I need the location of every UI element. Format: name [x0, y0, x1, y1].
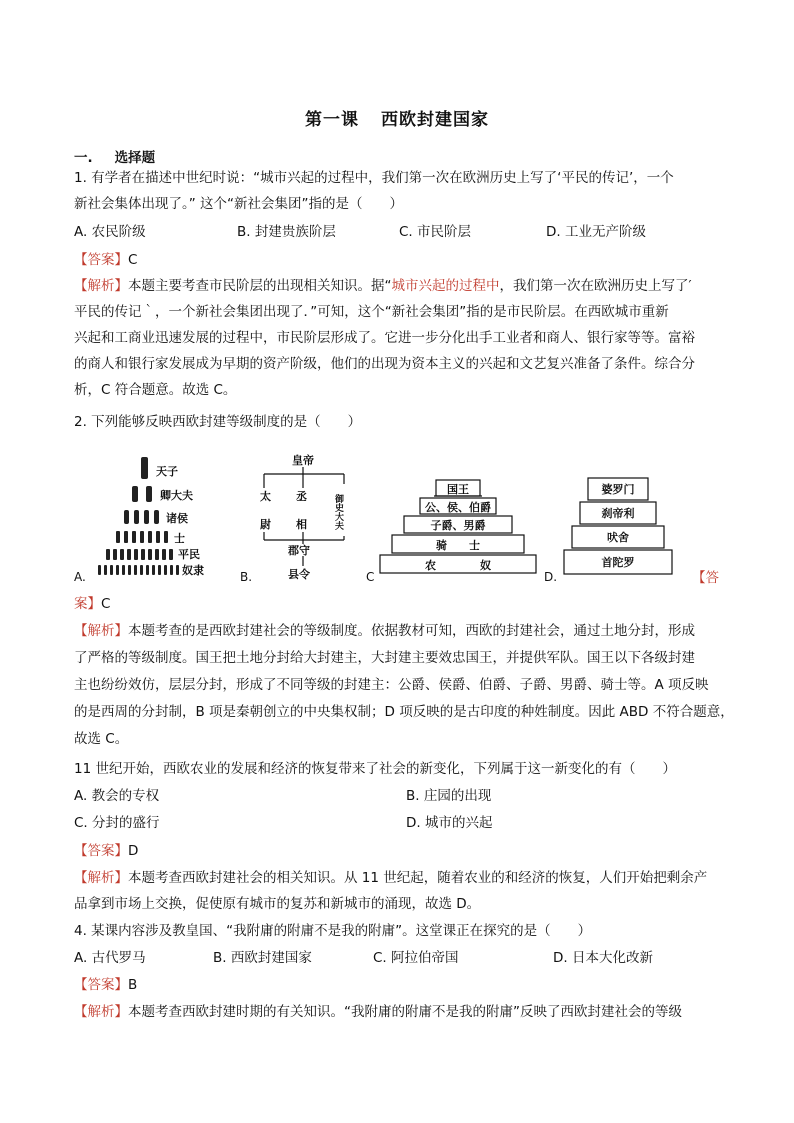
diagram-d-level-4: 首陀罗	[601, 556, 635, 569]
q2-analysis-line4: 的是西周的分封制，B 项是秦朝创立的中央集权制；D 项反映的是古印度的种姓制度。因此 ABD 不符合题意，	[74, 704, 734, 720]
diagram-b-top: 皇帝	[292, 454, 314, 467]
q4-analysis-line1: 【解析】本题考查西欧封建时期的有关知识。“我附庸的附庸不是我的附庸”反映了西欧封建社会的等级	[74, 1004, 682, 1020]
diagram-b-mid2: 相	[296, 518, 307, 531]
q2-analysis-line2: 了严格的等级制度。国王把土地分封给大封建主，大封建主要效忠国王，并提供军队。国王以下各级封建	[74, 650, 695, 666]
diagram-c-level-1: 国王	[447, 483, 469, 496]
diagram-a-label-1: 天子	[156, 465, 178, 478]
section-heading: 一. 选择题	[74, 150, 156, 166]
diagram-c-level-2: 公、侯、伯爵	[425, 501, 491, 514]
q4-option-d: D. 日本大化改新	[553, 950, 653, 966]
q3-option-b: B. 庄园的出现	[406, 788, 492, 804]
page-title: 第一课 西欧封建国家	[305, 110, 489, 130]
q1-stem-line2: 新社会集体出现了。” 这个“新社会集团”指的是（ ）	[74, 196, 404, 212]
q4-option-a: A. 古代罗马	[74, 950, 146, 966]
diagram-c-level-5: 农 奴	[425, 559, 491, 572]
q1-answer: 【答案】C	[74, 252, 138, 268]
q1-option-c: C. 市民阶层	[399, 224, 472, 240]
diagram-b-left: 太	[260, 490, 271, 503]
q2-analysis-line5: 故选 C。	[74, 731, 129, 747]
q3-option-c: C. 分封的盛行	[74, 815, 160, 831]
diagram-c-level-3: 子爵、男爵	[430, 519, 486, 532]
q1-analysis-line4: 的商人和银行家发展成为早期的资产阶级，他们的出现为资本主义的兴起和文艺复兴准备了条件。综合分	[74, 356, 695, 372]
q3-analysis-line1: 【解析】本题考查西欧封建社会的相关知识。从 11 世纪起，随着农业的和经济的恢复，人们开始把剩余产	[74, 870, 708, 886]
q1-option-a: A. 农民阶级	[74, 224, 146, 240]
diagram-a-label-6: 奴隶	[182, 564, 204, 577]
diagram-d-level-2: 刹帝利	[601, 507, 635, 520]
diagram-a-label-3: 诸侯	[166, 512, 188, 525]
diagram-d-level-3: 吠舍	[607, 531, 629, 544]
q4-answer: 【答案】B	[74, 977, 138, 993]
q2-option-c: C	[366, 570, 375, 584]
q2-analysis-line3: 主也纷纷效仿，层层分封，形成了不同等级的封建主：公爵、侯爵、伯爵、子爵、男爵、骑士等。A 项反映	[74, 677, 709, 693]
q1-analysis-line2: 平民的传记｀，一个新社会集团出现了．”可知，这个“新社会集团”指的是市民阶层。在西欧城市重新	[74, 304, 669, 320]
q1-analysis-line1: 【解析】本题主要考查市民阶层的出现相关知识。据“城市兴起的过程中，我们第一次在欧洲历史上写了′	[74, 278, 692, 294]
diagram-b-bottom1: 郡守	[288, 544, 310, 557]
diagram-a-pyramid	[88, 452, 238, 582]
q2-answer-tag-part1: 【答	[692, 570, 719, 586]
q2-option-d: D.	[544, 570, 558, 584]
diagram-b-right: 御史大夫	[333, 494, 343, 530]
diagram-d-level-1: 婆罗门	[601, 483, 635, 496]
q1-stem-line1: 1. 有学者在描述中世纪时说：“城市兴起的过程中，我们第一次在欧洲历史上写了‘平民的传记’，一个	[74, 170, 674, 186]
diagram-b-mid: 丞	[296, 490, 307, 503]
q3-stem: 11 世纪开始，西欧农业的发展和经济的恢复带来了社会的新变化，下列属于这一新变化的有（ ）	[74, 761, 676, 777]
q2-option-a: A.	[74, 570, 86, 584]
q2-stem: 2. 下列能够反映西欧封建等级制度的是（ ）	[74, 414, 362, 430]
q3-option-d: D. 城市的兴起	[406, 815, 493, 831]
q4-option-c: C. 阿拉伯帝国	[373, 950, 459, 966]
diagram-b-central-government	[252, 452, 364, 584]
q2-analysis-line1: 【解析】本题考查的是西欧封建社会的等级制度。依据教材可知，西欧的封建社会，通过土地分封，形成	[74, 623, 695, 639]
diagram-a-label-2: 卿大夫	[160, 489, 193, 502]
q3-answer: 【答案】D	[74, 843, 139, 859]
q3-option-a: A. 教会的专权	[74, 788, 160, 804]
q3-analysis-line2: 品拿到市场上交换，促使原有城市的复苏和新城市的涌现，故选 D。	[74, 896, 481, 912]
q2-answer: 案】C	[74, 596, 111, 612]
q1-analysis-line5: 析，C 符合题意。故选 C。	[74, 382, 237, 398]
q4-stem: 4. 某课内容涉及教皇国、“我附庸的附庸不是我的附庸”。这堂课正在探究的是（ ）	[74, 923, 592, 939]
q1-option-b: B. 封建贵族阶层	[237, 224, 336, 240]
diagram-b-left2: 尉	[260, 518, 271, 531]
q2-option-b: B.	[240, 570, 253, 584]
diagram-d-caste-system	[562, 472, 674, 582]
q1-option-d: D. 工业无产阶级	[546, 224, 646, 240]
diagram-a-label-4: 士	[174, 532, 185, 545]
q4-option-b: B. 西欧封建国家	[213, 950, 312, 966]
diagram-b-bottom2: 县令	[288, 568, 310, 581]
diagram-c-level-4: 骑 士	[436, 539, 480, 552]
diagram-a-label-5: 平民	[178, 548, 200, 561]
diagram-c-feudal-hierarchy	[378, 474, 538, 580]
q1-analysis-line3: 兴起和工商业迅速发展的过程中，市民阶层形成了。它进一步分化出手工业者和商人、银行家等等。富裕	[74, 330, 695, 346]
